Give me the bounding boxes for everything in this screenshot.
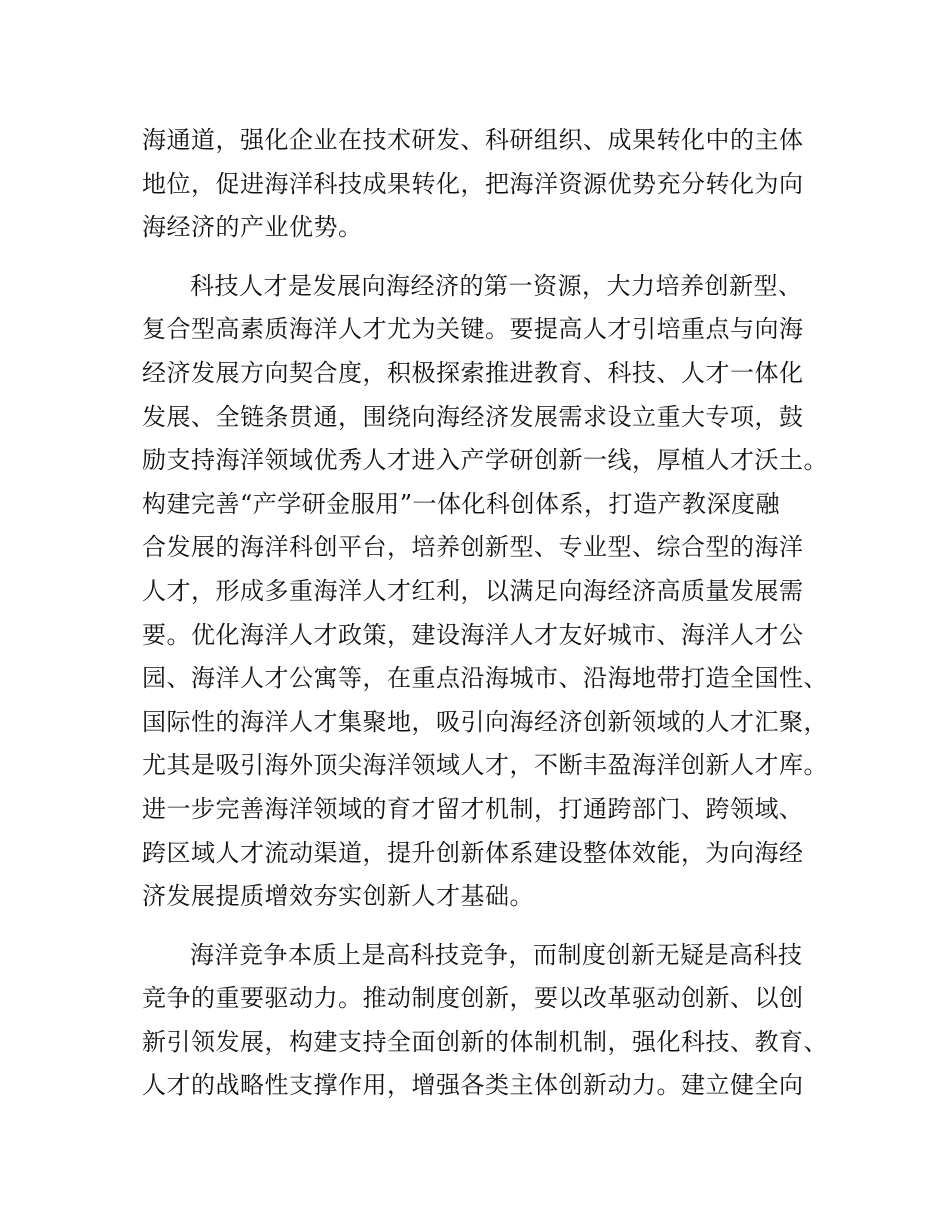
text-line: 要。优化海洋人才政策，建设海洋人才友好城市、海洋人才公 <box>142 620 804 649</box>
text-line: 构建完善“产学研金服用”一体化科创体系，打造产教深度融 <box>142 489 781 518</box>
text-line: 园、海洋人才公寓等，在重点沿海城市、沿海地带打造全国性、 <box>142 664 828 693</box>
paragraph-2 <box>142 265 828 919</box>
text-line: 经济发展方向契合度，积极探索推进教育、科技、人才一体化 <box>142 358 804 387</box>
text-line: 人才的战略性支撑作用，增强各类主体创新动力。建立健全向 <box>142 1071 804 1100</box>
text-line: 新引领发展，构建支持全面创新的体制机制，强化科技、教育、 <box>142 1027 828 1056</box>
text-line: 国际性的海洋人才集聚地，吸引向海经济创新领域的人才汇聚， <box>142 707 828 736</box>
text-line: 励支持海洋领域优秀人才进入产学研创新一线，厚植人才沃土。 <box>142 446 828 475</box>
text-line: 复合型高素质海洋人才尤为关键。要提高人才引培重点与向海 <box>142 315 804 344</box>
text-line: 合发展的海洋科创平台，培养创新型、专业型、综合型的海洋 <box>142 533 804 562</box>
text-line: 跨区域人才流动渠道，提升创新体系建设整体效能，为向海经 <box>142 838 804 867</box>
text-line: 科技人才是发展向海经济的第一资源，大力培养创新型、 <box>190 271 803 300</box>
text-line: 发展、全链条贯通，围绕向海经济发展需求设立重大专项，鼓 <box>142 402 804 431</box>
paragraph-3 <box>142 934 828 1108</box>
text-line: 海通道，强化企业在技术研发、科研组织、成果转化中的主体 <box>142 126 804 154</box>
text-line: 地位，促进海洋科技成果转化，把海洋资源优势充分转化为向 <box>142 169 804 198</box>
text-line: 尤其是吸引海外顶尖海洋领域人才，不断丰盈海洋创新人才库。 <box>142 751 828 780</box>
text-line: 海经济的产业优势。 <box>142 213 363 242</box>
document-body <box>142 119 828 1108</box>
text-line: 海洋竞争本质上是高科技竞争，而制度创新无疑是高科技 <box>190 940 803 969</box>
text-line: 济发展提质增效夯实创新人才基础。 <box>142 882 534 911</box>
text-line: 进一步完善海洋领域的育才留才机制，打通跨部门、跨领域、 <box>142 794 804 823</box>
paragraph-1 <box>142 119 822 250</box>
text-line: 竞争的重要驱动力。推动制度创新，要以改革驱动创新、以创 <box>142 984 804 1013</box>
text-line: 人才，形成多重海洋人才红利，以满足向海经济高质量发展需 <box>142 576 804 605</box>
